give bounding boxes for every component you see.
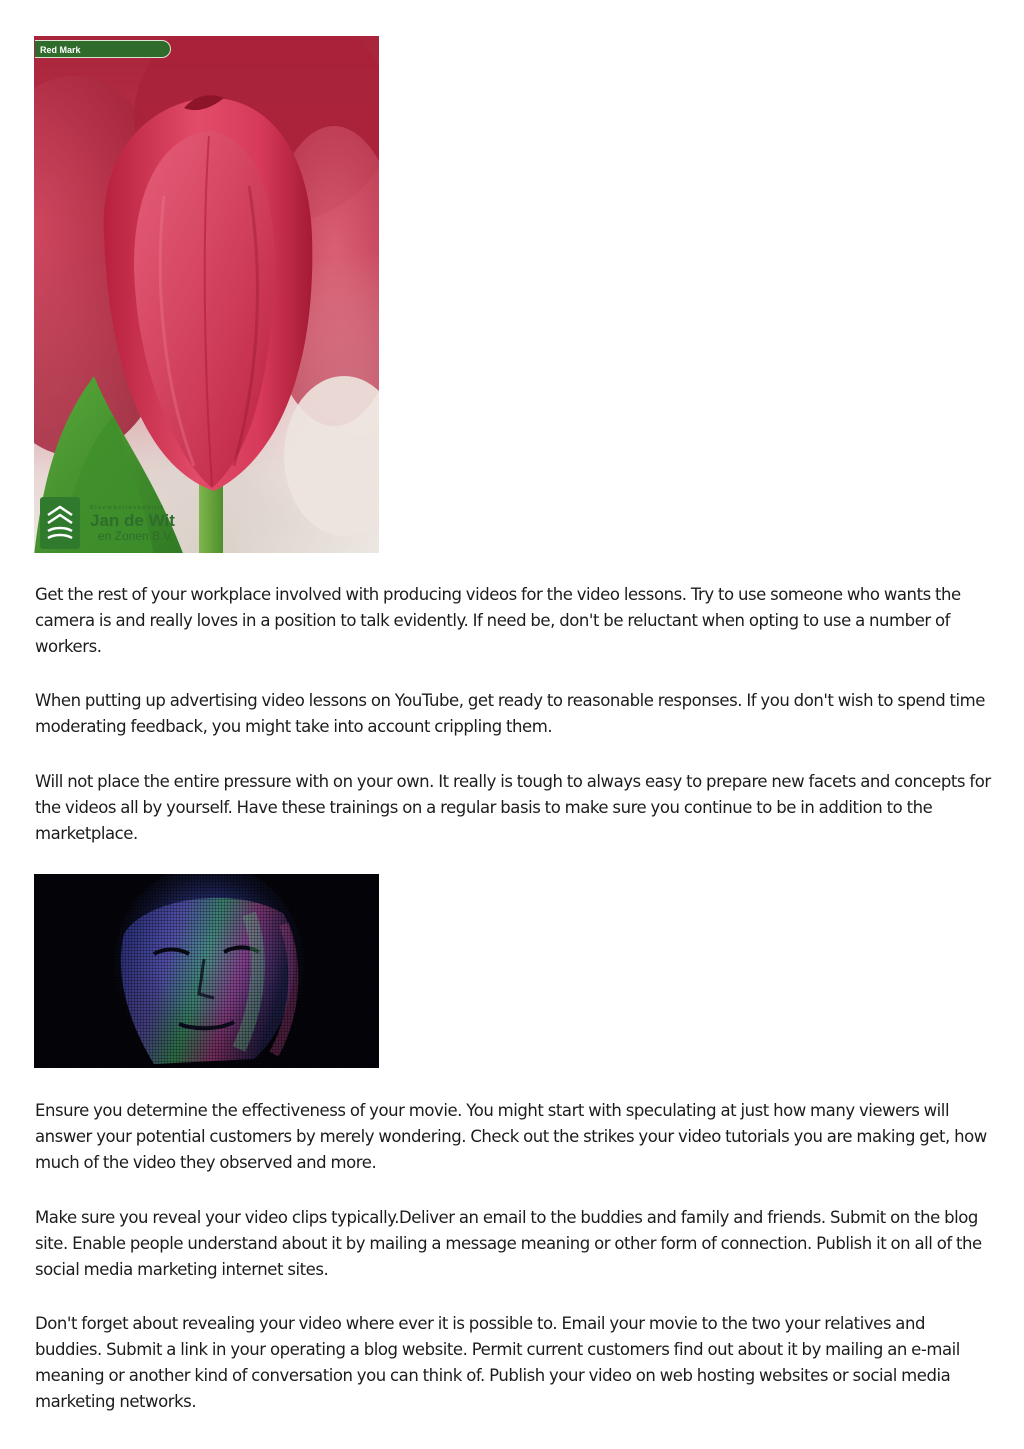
paragraph-6: Don't forget about revealing your video where ever it is possible to. Email your movie to the two your relatives and buddies. Submit a link in your operating a blog website. Permit current customers find out about it by mailing an e-mail meaning or another kind of conversation you can think of. Publish your video on web hosting websites or social media marketing networks. bbox=[35, 1314, 960, 1411]
dot-pattern-overlay bbox=[34, 874, 379, 1068]
logo-name: Jan de Wit bbox=[90, 511, 175, 530]
paragraph-1: Get the rest of your workplace involved with producing videos for the video lessons. Try to use someone who wants the camera is and really loves in a position to talk evidently. If need be, don't be reluctant when opting to use a number of workers. bbox=[35, 585, 961, 656]
logo-tagline: Bloembollenbedrijf bbox=[90, 505, 165, 511]
paragraph-4: Ensure you determine the effectiveness of your movie. You might start with speculating at just how many viewers will answer your potential customers by merely wondering. Check out the strikes your video tutorials you are making get, how much of the video they observed and more. bbox=[35, 1101, 987, 1172]
logo-emblem-icon bbox=[40, 497, 80, 549]
video-still bbox=[34, 874, 379, 1068]
company-logo bbox=[40, 497, 180, 549]
paragraph-2: When putting up advertising video lessons on YouTube, get ready to reasonable responses. If you don't wish to spend time moderating feedback, you might take into account crippling them. bbox=[35, 691, 986, 736]
paragraph-3: Will not place the entire pressure with on your own. It really is tough to always easy to prepare new facets and concepts for the videos all by yourself. Have these trainings on a regular basis to make sure you continue to be in addition to the marketplace. bbox=[35, 772, 991, 843]
paragraph-5: Make sure you reveal your video clips typically.Deliver an email to the buddies and family and friends. Submit on the blog site. Enable people understand about it by mailing a message meaning or other form of connection. Publish it on all of the social media marketing internet sites. bbox=[35, 1208, 982, 1279]
tulip-illustration bbox=[34, 36, 379, 553]
logo-name-suffix: en Zonen B.V. bbox=[98, 529, 174, 543]
variety-tag: Red Mark bbox=[35, 40, 171, 58]
tulip-photo bbox=[34, 36, 379, 553]
